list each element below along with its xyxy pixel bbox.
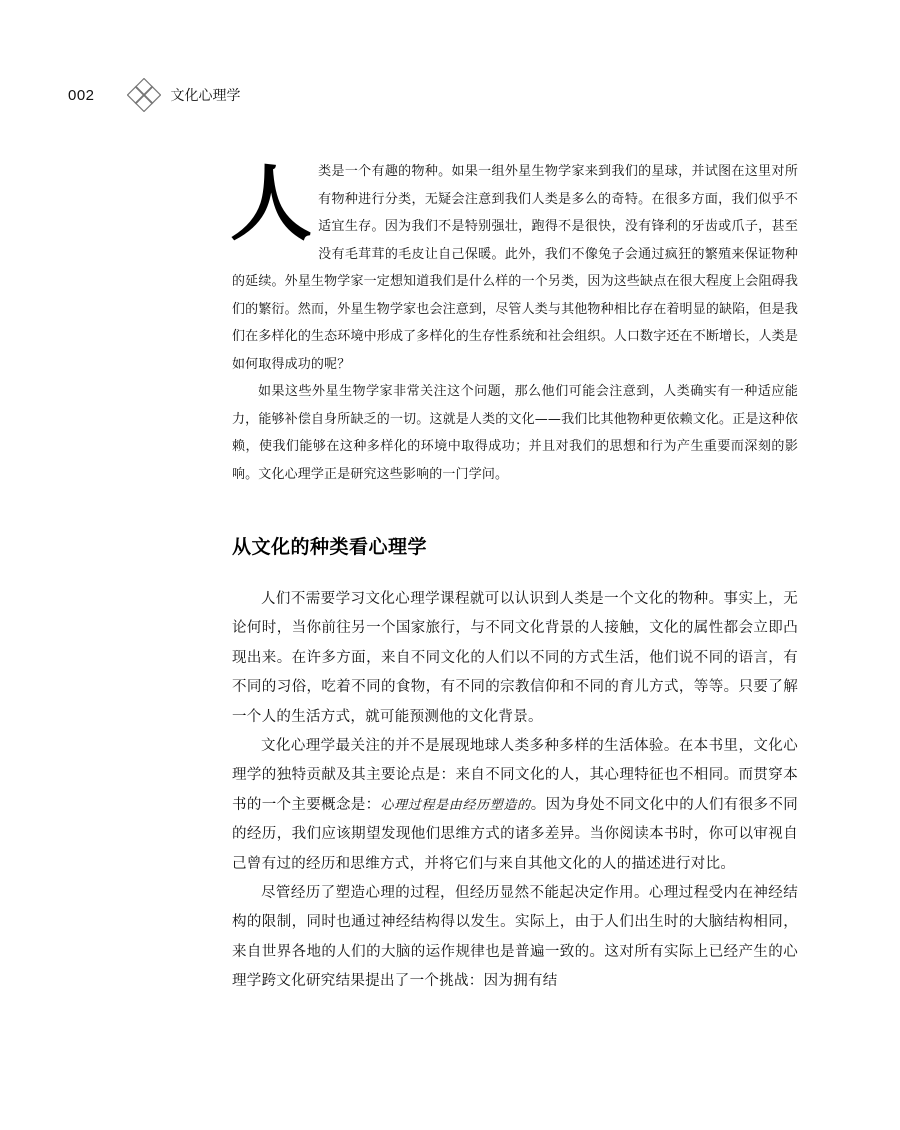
section-body xyxy=(232,585,798,997)
intro-paragraph-1-text: 类是一个有趣的物种。如果一组外星生物学家来到我们的星球，并试图在这里对所有物种进行分类，无疑会注意到我们人类是多么的奇特。在很多方面，我们似乎不适宜生存。因为我们不是特别强壮，跑得不是很快，没有锋利的牙齿或爪子，甚至没有毛茸茸的毛皮让自己保暖。此外，我们不像兔子会通过疯狂的繁殖来保证物种的延续。外星生物学家一定想知道我们是什么样的一个另类，因为这些缺点在很大程度上会阻碍我们的繁衍。然而，外星生物学家也会注意到，尽管人类与其他物种相比存在着明显的缺陷，但是我们在多样化的生态环境中形成了多样化的生存性系统和社会组织。人口数字还在不断增长，人类是如何取得成功的呢？ xyxy=(232,164,798,372)
drop-cap: 人 xyxy=(230,156,313,252)
intro-section xyxy=(232,158,798,488)
body-paragraph-2-before: 文化心理学最关注的并不是展现地球人类多种多样的生活体验。在本书里，文化心理学的独特贡献及其主要论点是：来自不同文化的人，其心理特征也不相同。而贯穿本书的一个主要概念是： xyxy=(232,738,798,813)
body-paragraph-2-after: 。因为身处不同文化中的人们有很多不同的经历，我们应该期望发现他们思维方式的诸多差异。当你阅读本书时，你可以审视自己曾有过的经历和思维方式，并将它们与来自其他文化的人的描述进行对比。 xyxy=(232,796,799,872)
running-title: 文化心理学 xyxy=(170,88,241,104)
key-concept-emphasis: 心理过程是由经历塑造的 xyxy=(380,797,531,813)
intro-paragraph-2: 如果这些外星生物学家非常关注这个问题，那么他们可能会注意到，人类确实有一种适应能力，能够补偿自身所缺乏的一切。这就是人类的文化——我们比其他物种更依赖文化。正是这种依赖，使我们能够在这种多样化的环境中取得成功；并且对我们的思想和行为产生重要而深刻的影响。文化心理学正是研究这些影响的一门学问。 xyxy=(232,384,798,482)
page-number: 002 xyxy=(68,86,95,104)
interlocking-diamonds-icon xyxy=(127,78,161,112)
intro-paragraph-1 xyxy=(232,158,798,378)
page-header xyxy=(68,78,241,112)
body-paragraph-2 xyxy=(232,732,798,879)
section-heading: 从文化的种类看心理学 xyxy=(232,536,428,558)
body-paragraph-1: 人们不需要学习文化心理学课程就可以认识到人类是一个文化的物种。事实上，无论何时，当你前往另一个国家旅行，与不同文化背景的人接触，文化的属性都会立即凸现出来。在许多方面，来自不同文化的人们以不同的方式生活，他们说不同的语言，有不同的习俗，吃着不同的食物，有不同的宗教信仰和不同的育儿方式，等等。只要了解一个人的生活方式，就可能预测他的文化背景。 xyxy=(232,591,798,725)
body-paragraph-3: 尽管经历了塑造心理的过程，但经历显然不能起决定作用。心理过程受内在神经结构的限制，同时也通过神经结构得以发生。实际上，由于人们出生时的大脑结构相同，来自世界各地的人们的大脑的运作规律也是普遍一致的。这对所有实际上已经产生的心理学跨文化研究结果提出了一个挑战：因为拥有结 xyxy=(232,885,798,990)
